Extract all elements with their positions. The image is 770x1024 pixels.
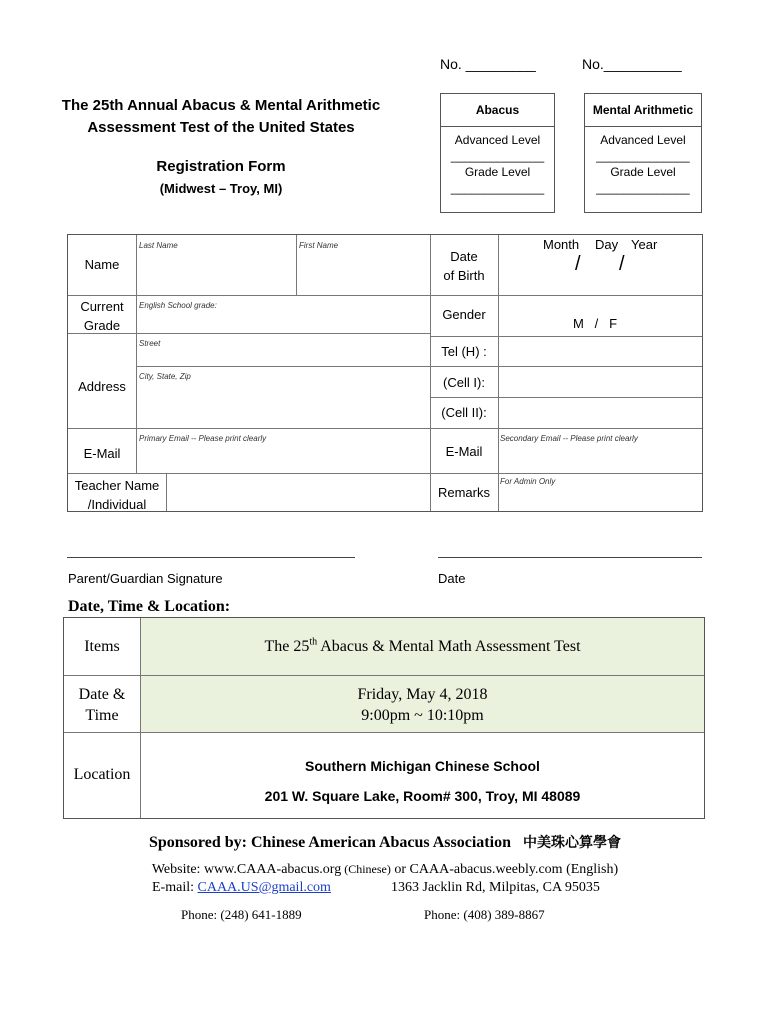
first-name-hint: First Name [299,241,339,250]
date-time-label: Date & Time [78,686,126,724]
mental-grade-blank[interactable]: ______________ [596,181,690,195]
secondary-email-hint: Secondary Email -- Please print clearly [500,434,638,443]
mental-grade-level: Grade Level [610,165,676,179]
dob-slash-1: / [575,253,581,275]
dob-year-label: Year [631,237,658,252]
cell-phone-2-label: (Cell II): [441,405,487,420]
event-date: Friday, May 4, 2018 [357,686,488,703]
registration-form-grid [67,234,703,512]
title-line-1: The 25th Annual Abacus & Mental Arithmetic [61,97,381,114]
items-value: The 25th Abacus & Mental Math Assessment Test [141,618,704,675]
parent-signature-line[interactable] [67,557,355,558]
mental-arithmetic-level-box [584,93,702,213]
location-value [141,733,704,818]
cell-phone-2-field[interactable] [499,398,702,428]
page-title [60,95,382,139]
primary-email-hint: Primary Email -- Please print clearly [139,434,267,443]
email-label-2: E-Mail [445,444,483,459]
remarks-label: Remarks [437,485,490,500]
schedule-table [63,617,705,819]
teacher-name-field[interactable] [167,474,430,511]
signature-date-label: Date [438,571,466,586]
abacus-grade-level: Grade Level [464,165,531,179]
address-label: Address [78,379,126,394]
location-name: Southern Michigan Chinese School [305,758,540,774]
email-label: E-Mail [83,446,121,461]
phone-2: Phone: (408) 389-8867 [424,907,545,922]
event-time: 9:00pm ~ 10:10pm [361,707,484,724]
abacus-heading: Abacus [441,94,554,127]
city-state-zip-field[interactable] [137,367,430,428]
abacus-grade-blank[interactable]: ______________ [450,181,545,195]
home-phone-field[interactable] [499,337,702,366]
registration-number-field: No. _________ [440,56,536,72]
location-label: Location [73,766,131,783]
english-grade-field[interactable] [137,296,430,333]
registration-number-field-2: No.__________ [582,56,682,72]
date-of-birth-field[interactable] [498,237,702,295]
abacus-advanced-level: Advanced Level [454,133,541,147]
cell-phone-1-field[interactable] [499,367,702,397]
teacher-name-label: Teacher Name /Individual [74,478,160,512]
date-of-birth-label: Date of Birth [443,249,485,283]
dob-slash-2: / [619,253,625,275]
current-grade-label: Current Grade [80,299,124,333]
gender-label: Gender [442,307,486,322]
home-phone-label: Tel (H) : [441,344,487,359]
date-time-value [141,676,704,732]
region-subtitle: (Midwest – Troy, MI) [159,181,283,196]
last-name-field[interactable] [137,236,296,295]
schedule-heading: Date, Time & Location: [68,598,231,615]
mailing-address: 1363 Jacklin Rd, Milpitas, CA 95035 [391,880,600,895]
items-label: Items [84,638,120,655]
secondary-email-field[interactable] [499,429,702,473]
website-line: Website: www.CAAA-abacus.org (Chinese) or CAAA-abacus.weebly.com (English) [151,862,619,877]
mental-advanced-blank[interactable]: ______________ [596,149,690,163]
mental-arithmetic-heading: Mental Arithmetic [585,94,701,127]
title-line-2: Assessment Test of the United States [87,119,355,136]
gender-options[interactable]: M / F [573,316,618,331]
street-field[interactable] [137,334,430,366]
dob-day-label: Day [595,237,619,252]
phone-1: Phone: (248) 641-1889 [181,907,302,922]
street-hint: Street [139,339,161,348]
primary-email-field[interactable] [137,429,430,473]
english-grade-hint: English School grade: [139,301,217,310]
cell-phone-1-label: (Cell I): [443,375,485,390]
email-link[interactable]: CAAA.US@gmail.com [197,880,331,895]
mental-advanced-level: Advanced Level [600,133,686,147]
sponsor-line: Sponsored by: Chinese American Abacus Association 中美珠心算學會 [149,834,621,851]
last-name-hint: Last Name [139,241,178,250]
dob-month-label: Month [543,237,580,252]
first-name-field[interactable] [297,236,430,295]
form-title: Registration Form [156,158,286,175]
signature-date-line[interactable] [438,557,702,558]
name-label: Name [84,257,120,272]
email-line: E-mail: CAAA.US@gmail.com [152,880,331,895]
admin-only-hint: For Admin Only [500,477,556,486]
parent-signature-label: Parent/Guardian Signature [68,571,223,586]
location-address: 201 W. Square Lake, Room# 300, Troy, MI 48089 [264,788,581,804]
city-state-zip-hint: City, State, Zip [139,372,191,381]
abacus-level-box [440,93,555,213]
abacus-advanced-blank[interactable]: ______________ [450,149,545,163]
